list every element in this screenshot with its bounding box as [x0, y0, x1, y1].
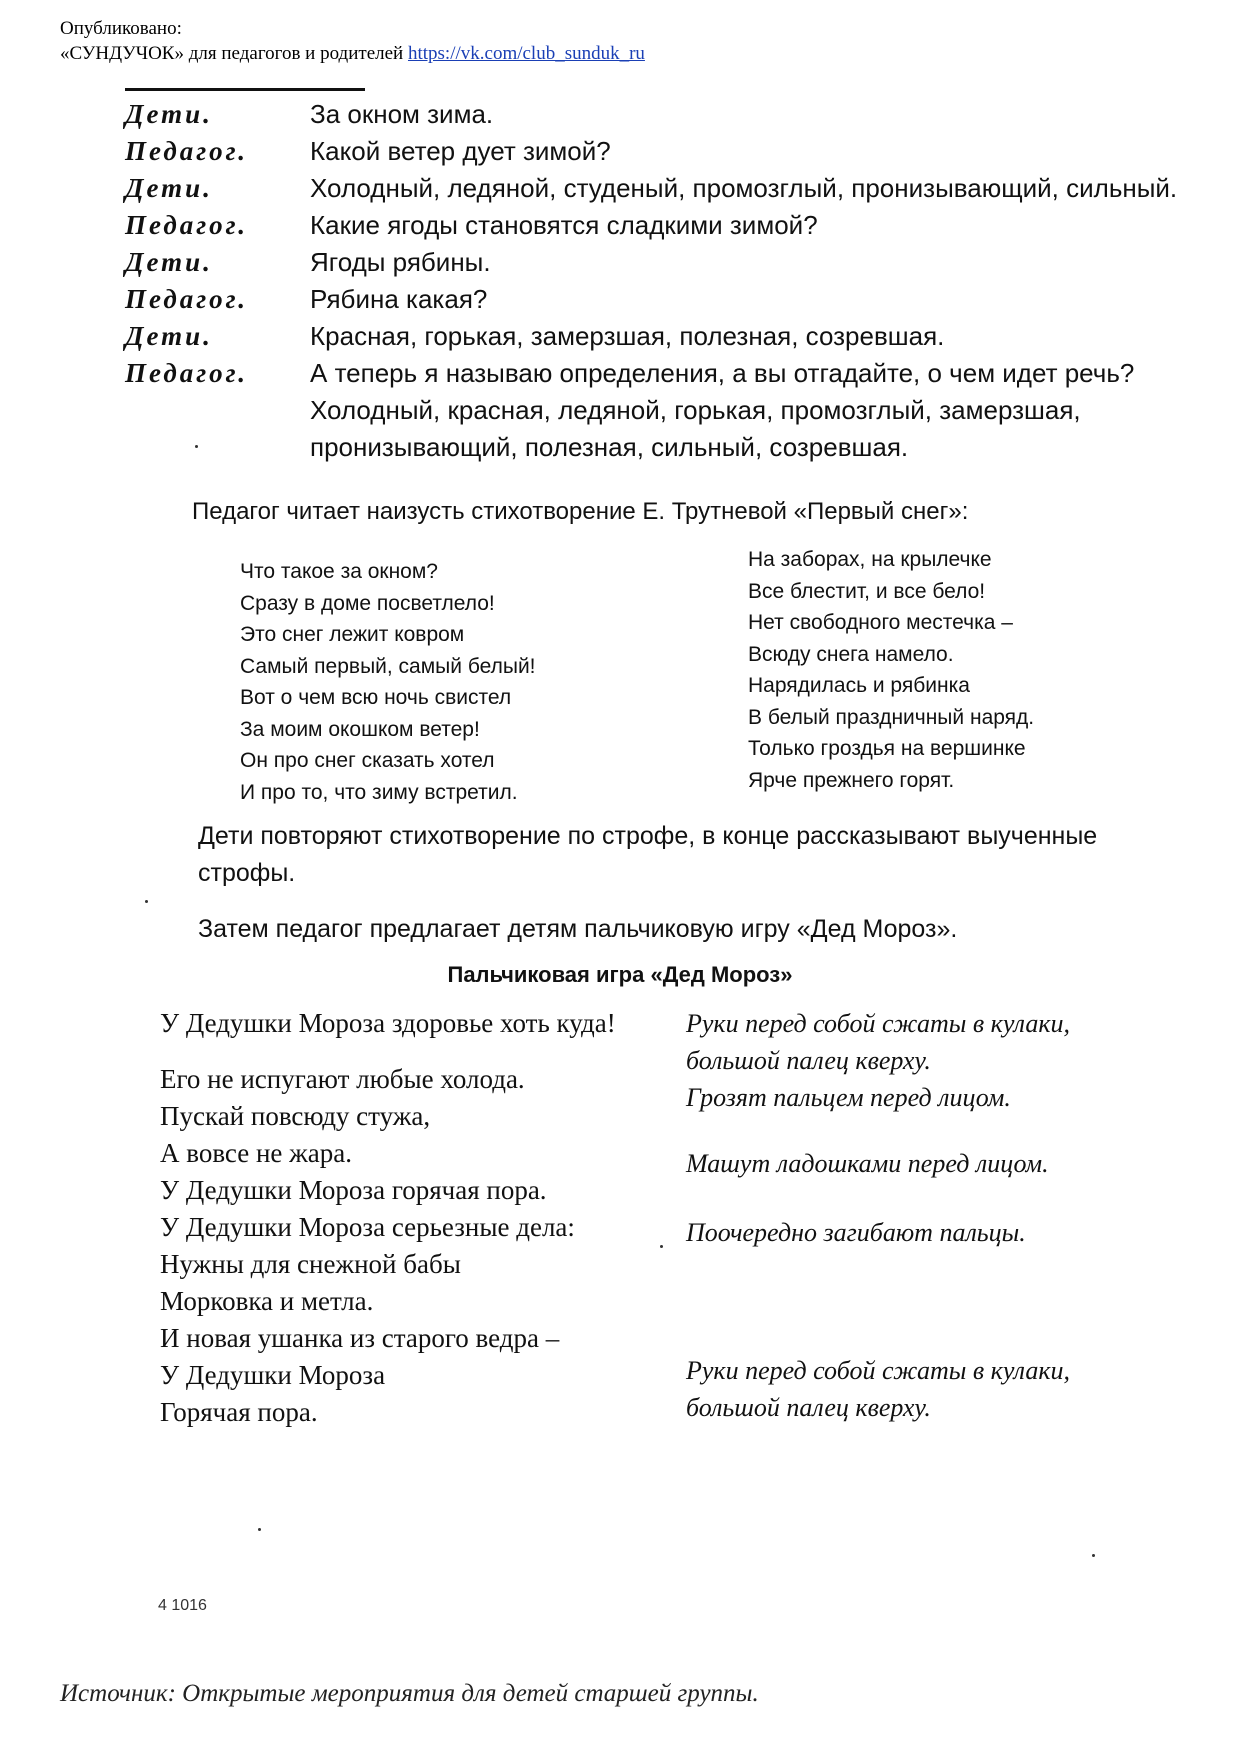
poem-line: И про то, что зиму встретил.: [240, 780, 518, 804]
action-line: Машут ладошками перед лицом.: [686, 1149, 1049, 1178]
game-line: Морковка и метла.: [160, 1286, 374, 1316]
dialogue-line: [125, 207, 1185, 244]
action-line: большой палец кверху.: [686, 1393, 931, 1422]
poem-line: За моим окошком ветер!: [240, 717, 480, 741]
poem-line: Нарядилась и рябинка: [748, 674, 970, 697]
action-line: Грозят пальцем перед лицом.: [686, 1083, 1011, 1112]
scan-speck: [145, 900, 148, 903]
utterance: Какой ветер дует зимой?: [310, 136, 611, 166]
scan-speck: [660, 1245, 663, 1248]
publisher-name: «СУНДУЧОК» для педагогов и родителей: [60, 43, 404, 64]
game-line: Нужны для снежной бабы: [160, 1249, 461, 1279]
utterance: За окном зима.: [310, 99, 494, 129]
game-line: И новая ушанка из старого ведра –: [160, 1323, 560, 1353]
poem-line: Он про снег сказать хотел: [240, 749, 495, 772]
source-note: Источник: Открытые мероприятия для детей старшей группы.: [60, 1680, 759, 1707]
game-line: Горячая пора.: [160, 1397, 318, 1427]
page-number: 4 1016: [158, 1597, 207, 1614]
spacer: [160, 1042, 616, 1061]
speaker: Дети.: [125, 321, 213, 351]
utterance: Холодный, ледяной, студеный, промозглый, пронизывающий, сильный.: [310, 173, 1178, 203]
poem-line: Ярче прежнего горят.: [748, 768, 955, 792]
speaker: Педагог.: [125, 136, 249, 166]
action-line: Руки перед собой сжаты в кулаки,: [686, 1356, 1070, 1385]
game-intro-paragraph: Затем педагог предлагает детям пальчиковую игру «Дед Мороз».: [198, 915, 958, 943]
publication-header: [60, 16, 645, 66]
game-line: Его не испугают любые холода.: [160, 1064, 525, 1094]
poem-column-left: [240, 556, 536, 808]
utterance: А теперь я называю определения, а вы отгадайте, о чем идет речь? Холодный, красная, ледяной, горькая, промозглый, замерзшая, пронизывающий, полезная, сильный, созревшая.: [310, 358, 1135, 462]
utterance: Какие ягоды становятся сладкими зимой?: [310, 210, 818, 240]
game-title: Пальчиковая игра «Дед Мороз»: [447, 962, 793, 987]
speaker: Дети.: [125, 99, 213, 129]
game-line: У Дедушки Мороза: [160, 1360, 386, 1390]
action-line: Руки перед собой сжаты в кулаки,: [686, 1009, 1070, 1038]
speaker: Дети.: [125, 247, 213, 277]
game-line: У Дедушки Мороза горячая пора.: [160, 1175, 547, 1205]
poem-line: Нет свободного местечка –: [748, 611, 1013, 634]
poem-line: На заборах, на крылечке: [748, 548, 992, 571]
poem-line: Вот о чем всю ночь свистел: [240, 686, 512, 709]
scan-speck: [195, 445, 198, 448]
action-line: Поочередно загибают пальцы.: [686, 1218, 1026, 1247]
dialogue-line: [125, 170, 1185, 207]
published-label: Опубликовано:: [60, 18, 182, 39]
dialogue-line: [125, 355, 1185, 466]
poem-line: Это снег лежит ковром: [240, 623, 465, 646]
utterance: Красная, горькая, замерзшая, полезная, созревшая.: [310, 321, 945, 351]
poem-line: В белый праздничный наряд.: [748, 705, 1035, 729]
dialogue-line: [125, 96, 1185, 133]
poem-line: Сразу в доме посветлело!: [240, 591, 495, 615]
poem-column-right: [748, 544, 1034, 796]
speaker: Педагог.: [125, 358, 249, 388]
repeat-paragraph: Дети повторяют стихотворение по строфе, в конце рассказывают выученные строфы.: [198, 822, 1098, 887]
game-line: У Дедушки Мороза здоровье хоть куда!: [160, 1008, 616, 1038]
poem-line: Всюду снега намело.: [748, 642, 954, 666]
poem-line: Только гроздья на вершинке: [748, 737, 1026, 760]
poem-line: Самый первый, самый белый!: [240, 654, 536, 678]
spacer: [686, 1251, 1070, 1352]
game-lines: [160, 1005, 616, 1431]
spacer: [686, 1116, 1070, 1145]
game-line: Пускай повсюду стужа,: [160, 1101, 431, 1131]
game-actions: [686, 1005, 1070, 1426]
dialogue-line: [125, 244, 1185, 281]
dialogue: [125, 96, 1185, 466]
spacer: [686, 1182, 1070, 1214]
speaker: Дети.: [125, 173, 213, 203]
dialogue-line: [125, 281, 1185, 318]
speaker: Педагог.: [125, 284, 249, 314]
game-line: А вовсе не жара.: [160, 1138, 353, 1168]
poem-line: Все блестит, и все бело!: [748, 579, 986, 603]
utterance: Рябина какая?: [310, 284, 488, 314]
club-link[interactable]: https://vk.com/club_sunduk_ru: [407, 43, 645, 64]
poem-line: Что такое за окном?: [240, 560, 438, 583]
scan-speck: [258, 1528, 261, 1531]
dialogue-line: [125, 318, 1185, 355]
dialogue-line: [125, 133, 1185, 170]
header-rule: [125, 88, 365, 91]
action-line: большой палец кверху.: [686, 1046, 931, 1075]
publisher-line: [60, 41, 645, 66]
speaker: Педагог.: [125, 210, 249, 240]
utterance: Ягоды рябины.: [310, 247, 491, 277]
poem-intro: Педагог читает наизусть стихотворение Е. Трутневой «Первый снег»:: [192, 498, 969, 525]
game-line: У Дедушки Мороза серьезные дела:: [160, 1212, 575, 1242]
scan-speck: [1092, 1554, 1095, 1557]
